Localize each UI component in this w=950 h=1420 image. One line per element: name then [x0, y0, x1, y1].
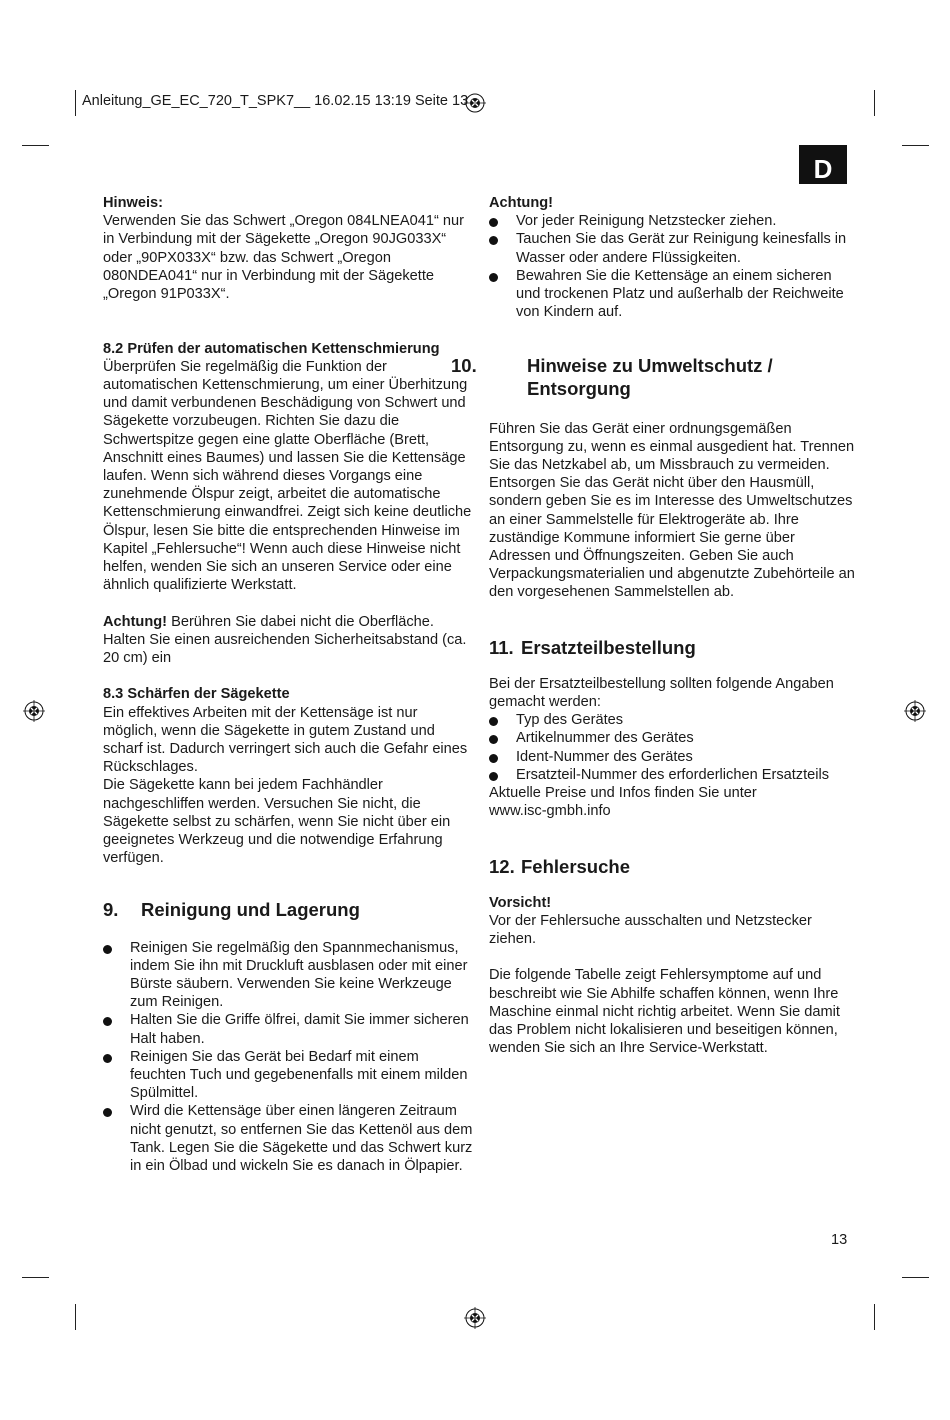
crop-mark-left-top	[22, 145, 49, 146]
left-column	[103, 194, 473, 1175]
list-item: Halten Sie die Griffe ölfrei, damit Sie immer sicheren Halt haben.	[103, 1011, 473, 1047]
vorsicht-title: Vorsicht!	[489, 894, 552, 911]
section-12-text: Die folgende Tabelle zeigt Fehlersymptome auf und beschreibt wie Sie Abhilfe schaffen können, wenn Ihre Maschine einmal nicht richtig arbeitet. Wenn Sie damit das Problem nicht lokalisieren und beseitigen können, wenden Sie sich an Ihre Service-Werkstatt.	[489, 967, 840, 1057]
achtung-list	[489, 212, 859, 321]
list-item: Artikelnummer des Gerätes	[489, 729, 859, 747]
section-9-list	[103, 939, 473, 1176]
section-11-heading	[489, 636, 859, 659]
registration-mark-icon	[464, 1307, 486, 1329]
crop-mark-right-top	[902, 145, 929, 146]
hinweis-title: Hinweis:	[103, 195, 164, 211]
section-11-outro: Aktuelle Preise und Infos finden Sie unter	[489, 785, 757, 802]
website-text: www.isc-gmbh.info	[489, 803, 611, 820]
section-10-title: Hinweise zu Umweltschutz / Entsorgung	[527, 354, 773, 399]
section-8-3-text-1: Ein effektives Arbeiten mit der Kettensäge ist nur möglich, wenn die Sägekette in gutem Zustand und scharf ist. Dadurch verringert sich auch die Gefahr eines Rückschlages.	[103, 704, 468, 776]
achtung-text: Berühren Sie dabei nicht die Oberfläche. Halten Sie einen ausreichenden Sicherheitsabstand (ca. 20 cm) ein	[103, 613, 467, 667]
section-8-2-text: Überprüfen Sie regelmäßig die Funktion der automatischen Kettenschmierung, um einer Überhitzung und damit verbundenen Beschädigung von Schwert und Sägekette vorzubeugen. Richten Sie dazu die Schwertspitze gegen eine glatte Oberfläche (Brett, Anschnitt eines Baumes) und lassen Sie die Kettensäge laufen. Wenn sich während dieses Vorgangs eine zunehmende Ölspur zeigt, arbeitet die automatische Kettenschmierung einwandfrei. Zeigt sich keine deutliche Ölspur, lesen Sie bitte die entsprechenden Hinweise im Kapitel „Fehlersuche“! Wenn auch diese Hinweise nicht helfen, wenden Sie sich an unseren Service oder eine ähnlich qualifizierte Werkstatt.	[103, 358, 472, 594]
section-9-heading	[103, 898, 473, 921]
section-8-3-text-2: Die Sägekette kann bei jedem Fachhändler nachgeschliffen werden. Versuchen Sie nicht, die Sägekette selbst zu schärfen, wenn Sie nicht über ein geeignetes Werkzeug und die notwendige Erfahrung verfügen.	[103, 777, 451, 867]
crop-mark-bottom-right	[874, 1304, 875, 1330]
section-12-title: Fehlersuche	[521, 855, 630, 877]
achtung-label: Achtung!	[103, 613, 168, 630]
section-10-heading	[451, 354, 859, 400]
hinweis-text: Verwenden Sie das Schwert „Oregon 084LNEA041“ nur in Verbindung mit der Sägekette „Oregon 90JG033X“ oder „90PX033X“ bzw. das Schwert „Oregon 080NDEA041“ nur in Verbindung mit der Sägekette „Oregon 91P033X“.	[103, 213, 465, 303]
section-10-number: 10.	[451, 354, 477, 376]
crop-mark-top-left	[75, 90, 76, 116]
section-9-number: 9.	[103, 898, 119, 920]
list-item: Ersatzteil-Nummer des erforderlichen Ersatzteils	[489, 766, 859, 784]
crop-mark-right-bottom	[902, 1277, 929, 1278]
crop-mark-bottom-left	[75, 1304, 76, 1330]
crop-mark-left-bottom	[22, 1277, 49, 1278]
vorsicht-text: Vor der Fehlersuche ausschalten und Netzstecker ziehen.	[489, 912, 812, 948]
achtung-paragraph	[103, 613, 473, 668]
right-column	[451, 194, 859, 1057]
registration-mark-icon	[904, 700, 926, 722]
section-12-number: 12.	[489, 855, 515, 877]
registration-mark-icon	[23, 700, 45, 722]
list-item: Ident-Nummer des Gerätes	[489, 748, 859, 766]
crop-mark-top-right	[874, 90, 875, 116]
list-item: Reinigen Sie regelmäßig den Spannmechanismus, indem Sie ihn mit Druckluft ausblasen oder mit einer Bürste säubern. Verwenden Sie keine Werkzeuge zum Reinigen.	[103, 939, 473, 1012]
section-8-3-title: 8.3 Schärfen der Sägekette	[103, 686, 290, 703]
print-header: Anleitung_GE_EC_720_T_SPK7__ 16.02.15 13:19 Seite 13	[82, 93, 469, 109]
section-12-heading	[489, 855, 859, 878]
list-item: Bewahren Sie die Kettensäge an einem sicheren und trockenen Platz und außerhalb der Reichweite von Kindern auf.	[489, 267, 859, 322]
list-item: Typ des Gerätes	[489, 711, 859, 729]
achtung-title: Achtung!	[489, 195, 554, 211]
section-9-title: Reinigung und Lagerung	[141, 898, 360, 920]
section-11-intro: Bei der Ersatzteilbestellung sollten folgende Angaben gemacht werden:	[489, 675, 834, 711]
section-11-list	[489, 711, 859, 784]
section-8-2-title: 8.2 Prüfen der automatischen Kettenschmierung	[103, 340, 440, 357]
section-11-title: Ersatzteilbestellung	[521, 636, 696, 658]
list-item: Vor jeder Reinigung Netzstecker ziehen.	[489, 212, 859, 230]
list-item: Wird die Kettensäge über einen längeren Zeitraum nicht genutzt, so entfernen Sie das Kettenöl aus dem Tank. Legen Sie die Sägekette und das Schwert kurz in ein Ölbad und wickeln Sie es danach in Ölpapier.	[103, 1102, 473, 1175]
language-badge: D	[799, 145, 847, 184]
page-number: 13	[831, 1232, 848, 1248]
list-item: Reinigen Sie das Gerät bei Bedarf mit einem feuchten Tuch und gegebenenfalls mit einem milden Spülmittel.	[103, 1048, 473, 1103]
list-item: Tauchen Sie das Gerät zur Reinigung keinesfalls in Wasser oder andere Flüssigkeiten.	[489, 230, 859, 266]
section-11-number: 11.	[489, 636, 514, 658]
section-10-text: Führen Sie das Gerät einer ordnungsgemäßen Entsorgung zu, wenn es einmal ausgedient hat. Trennen Sie das Netzkabel ab, um Missbrauch zu vermeiden. Entsorgen Sie das Gerät nicht über den Hausmüll, sondern geben Sie es im Interesse des Umweltschutzes an einer Sammelstelle für Elektrogeräte ab. Ihre zuständige Kommune informiert Sie gerne über Adressen und Öffnungszeiten. Geben Sie auch Verpackungsmaterialien und abgenutzte Zubehörteile an den vorgesehenen Sammelstellen ab.	[489, 420, 855, 601]
